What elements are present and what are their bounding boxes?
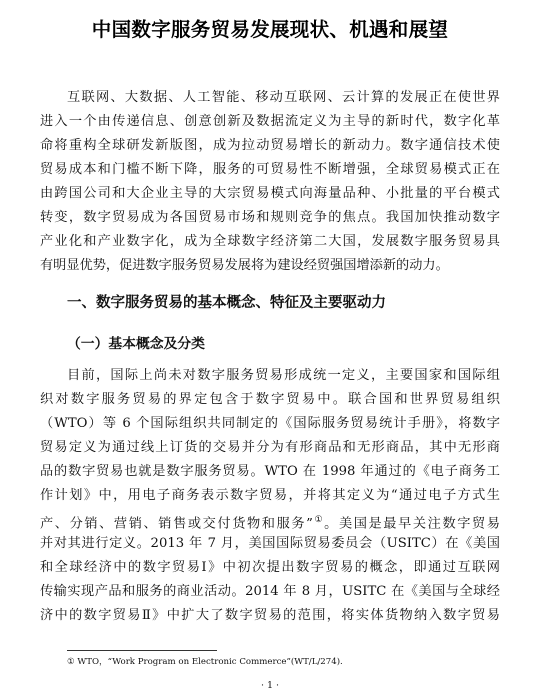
intro-line: 进入一个由传递信息、创意创新及数据流定义为主导的新时代，数字化革: [40, 114, 500, 129]
body-line: 作计划》中，用电子商务表示数字贸易，并将其定义为“通过电子方式生: [40, 488, 500, 503]
body-line: 品的数字贸易也就是数字服务贸易。WTO 在 1998 年通过的《电子商务工: [40, 464, 500, 479]
footnote: ① WTO，“Work Program on Electronic Commerce”(WT/L/274).: [67, 657, 343, 667]
body-line: 并对其进行定义。2013 年 7 月，美国国际贸易委员会（USITC）在《美国: [40, 536, 500, 551]
body-line: 贸易定义为通过线上订货的交易并分为有形商品和无形商品，其中无形商: [40, 440, 500, 455]
intro-line: 产业化和产业数字化，成为全球数字经济第二大国，发展数字服务贸易具: [40, 234, 500, 249]
intro-line: 命将重构全球研发新版图，成为拉动贸易增长的新动力。数字通信技术使: [40, 138, 500, 153]
footnote-divider: [67, 650, 217, 651]
subsection-heading: （一）基本概念及分类: [67, 336, 205, 352]
body-line: 传输实现产品和服务的商业活动。2014 年 8 月，USITC 在《美国与全球经: [40, 584, 500, 599]
intro-line: 有明显优势，促进数字服务贸易发展将为建设经贸强国增添新的动力。: [40, 258, 449, 273]
body-line: 济中的数字贸易Ⅱ》中扩大了数字贸易的范围，将实体货物纳入数字贸易: [40, 608, 500, 623]
intro-line: 转变，数字贸易成为各国贸易市场和规则竞争的焦点。我国加快推动数字: [40, 210, 500, 225]
footnote-marker[interactable]: ①: [312, 515, 325, 525]
body-line-text: 产、分销、营销、销售或交付货物和服务”: [40, 516, 313, 532]
body-line: 织对数字服务贸易的界定包含于数字贸易中。联合国和世界贸易组织: [40, 392, 500, 407]
body-line: 目前，国际上尚未对数字服务贸易形成统一定义，主要国家和国际组: [67, 368, 500, 383]
body-line: 和全球经济中的数字贸易Ⅰ》中初次提出数字贸易的概念，即通过互联网: [40, 560, 500, 575]
intro-line: 贸易成本和门槛不断下降，服务的可贸易性不断增强，全球贸易模式正在: [40, 162, 500, 177]
page-number: · 1 ·: [260, 680, 280, 691]
body-line: （WTO）等 6 个国际组织共同制定的《国际服务贸易统计手册》，将数字: [40, 416, 500, 431]
section-heading: 一、数字服务贸易的基本概念、特征及主要驱动力: [67, 295, 386, 311]
page-title: 中国数字服务贸易发展现状、机遇和展望: [91, 18, 449, 41]
intro-line: 互联网、大数据、人工智能、移动互联网、云计算的发展正在使世界: [67, 90, 500, 105]
body-line-tail: 。美国是最早关注数字贸易: [324, 516, 500, 532]
intro-line: 由跨国公司和大企业主导的大宗贸易模式向海量品种、小批量的平台模式: [40, 186, 500, 201]
body-line-with-footnote: [40, 510, 500, 534]
